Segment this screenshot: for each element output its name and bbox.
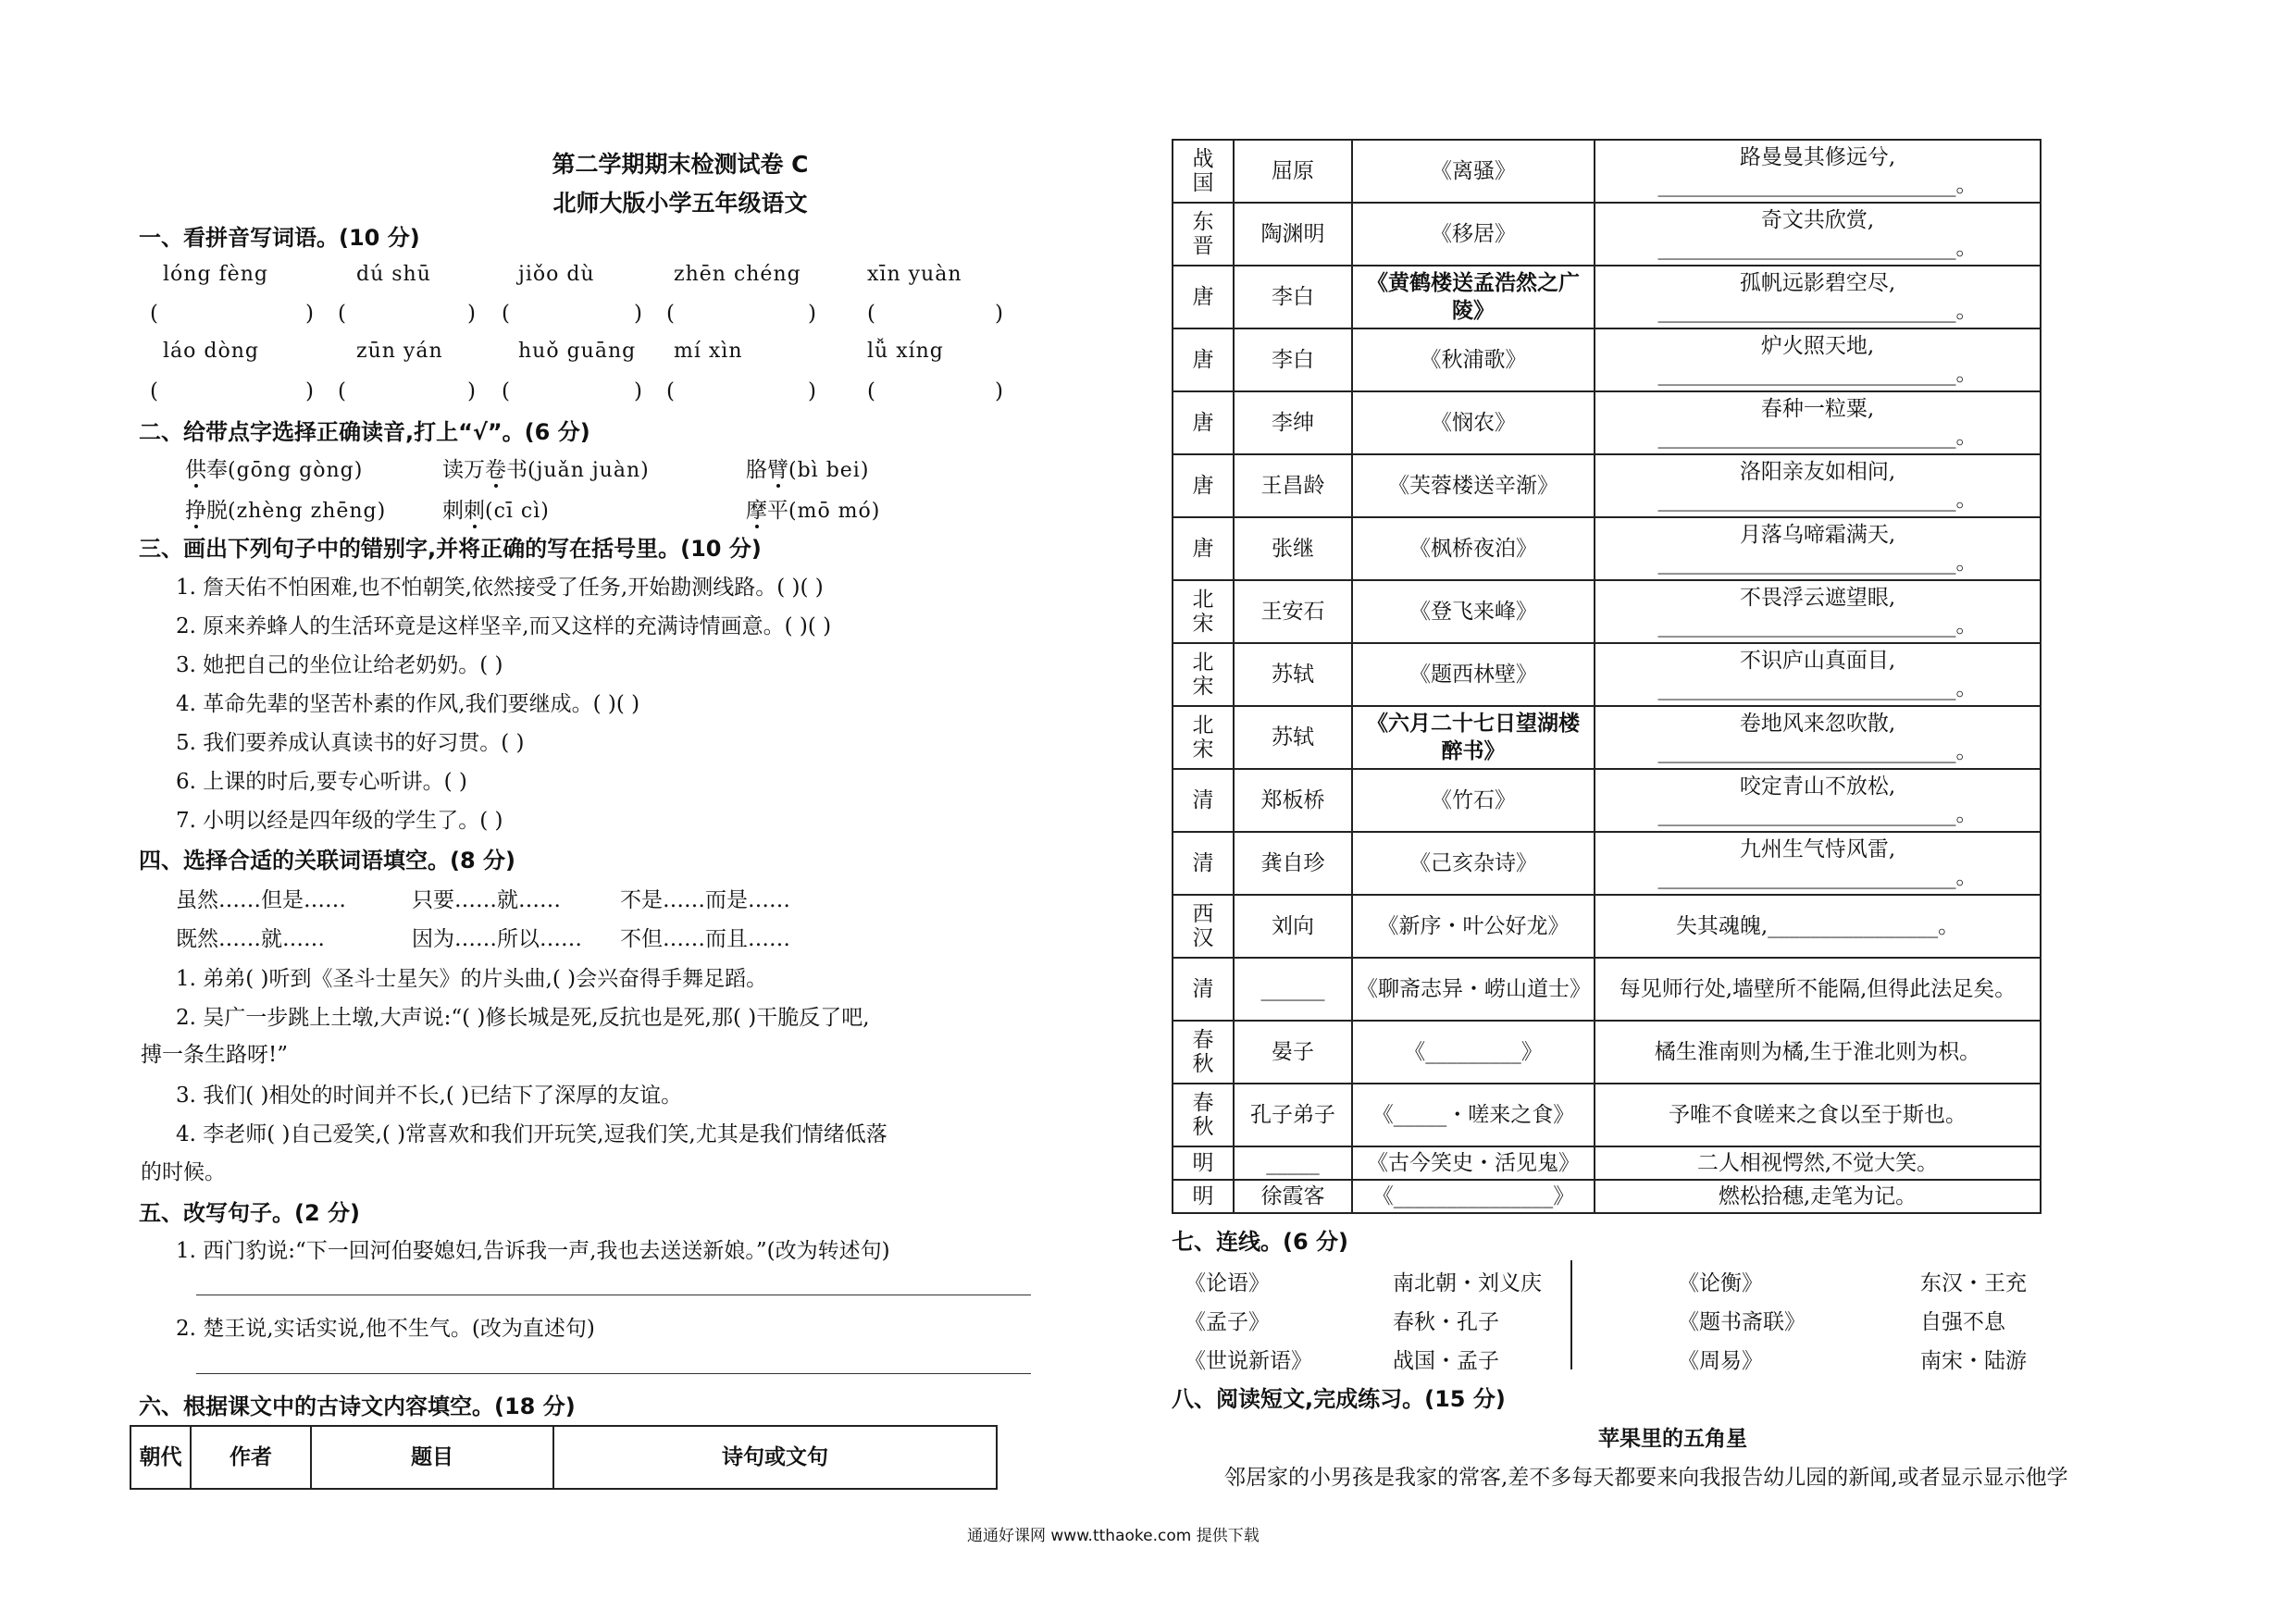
reading-item: 读万卷书(juǎn juàn) [442, 458, 650, 482]
line-cell[interactable]: 月落乌啼霜满天, ____________________________。 [1595, 517, 2041, 580]
author-cell: 王安石 [1234, 580, 1352, 643]
match-item[interactable]: 《周易》 [1678, 1349, 1763, 1373]
sec4-q3: 3. 我们( )相处的时间并不长,( )已结下了深厚的友谊。 [176, 1084, 683, 1108]
dynasty-cell: 唐 [1173, 328, 1234, 391]
author-cell: 张继 [1234, 517, 1352, 580]
title-cell: 《枫桥夜泊》 [1352, 517, 1595, 580]
title-cell: 《六月二十七日望湖楼醉书》 [1352, 706, 1595, 769]
conjunction-option: 虽然……但是…… [176, 888, 346, 912]
reading-item: 挣脱(zhèng zhēng) [185, 499, 387, 523]
match-item[interactable]: 战国・孟子 [1393, 1349, 1499, 1373]
title-cell: 《聊斋志异・崂山道士》 [1352, 958, 1595, 1021]
line-cell[interactable]: 孤帆远影碧空尽, ____________________________。 [1595, 266, 2041, 328]
line-cell[interactable]: 九州生气恃风雷, ____________________________。 [1595, 832, 2041, 895]
author-cell: 屈原 [1234, 140, 1352, 203]
paper-subtitle: 北师大版小学五年级语文 [552, 190, 808, 217]
line-cell[interactable]: 不识庐山真面目, ____________________________。 [1595, 643, 2041, 706]
close-paren: ) [634, 379, 642, 403]
sec4-q1: 1. 弟弟( )听到《圣斗士星矢》的片头曲,( )会兴奋得手舞足蹈。 [176, 967, 768, 991]
dynasty-cell: 清 [1173, 769, 1234, 832]
author-cell: 苏轼 [1234, 706, 1352, 769]
line-cell[interactable]: 予唯不食嗟来之食以至于斯也。 [1595, 1084, 2041, 1146]
title-cell: 《_____・嗟来之食》 [1352, 1084, 1595, 1146]
close-paren: ) [467, 302, 476, 326]
poem-row [1173, 454, 2041, 517]
line-cell[interactable]: 失其魂魄,________________。 [1595, 895, 2041, 958]
title-cell: 《离骚》 [1352, 140, 1595, 203]
sec3-title: 三、画出下列句子中的错别字,并将正确的写在括号里。(10 分) [139, 536, 762, 562]
match-item[interactable]: 《世说新语》 [1185, 1349, 1312, 1373]
correction-item: 6. 上课的时后,要专心听讲。( ) [176, 770, 467, 794]
sec8-title: 八、阅读短文,完成练习。(15 分) [1172, 1386, 1506, 1412]
correction-item: 1. 詹天佑不怕困难,也不怕朝笑,依然接受了任务,开始勘测线路。( )( ) [176, 576, 824, 600]
open-paren: ( [666, 302, 675, 326]
header-dynasty: 朝代 [130, 1426, 191, 1489]
open-paren: ( [502, 379, 510, 403]
dynasty-cell: 明 [1173, 1180, 1234, 1213]
conjunction-option: 既然……就…… [176, 927, 325, 951]
open-paren: ( [666, 379, 675, 403]
author-cell: _____ [1234, 1146, 1352, 1180]
answer-line-1[interactable] [196, 1294, 1031, 1295]
title-cell: 《登飞来峰》 [1352, 580, 1595, 643]
footer-text: 通通好课网 www.tthaoke.com 提供下载 [967, 1527, 1260, 1545]
dynasty-cell: 西 汉 [1173, 895, 1234, 958]
dynasty-cell: 北 宋 [1173, 706, 1234, 769]
poem-row [1173, 958, 2041, 1021]
correction-item: 5. 我们要养成认真读书的好习贯。( ) [176, 731, 525, 755]
line-cell[interactable]: 二人相视愕然,不觉大笑。 [1595, 1146, 2041, 1180]
title-cell: 《_________》 [1352, 1021, 1595, 1084]
sec5-q1: 1. 西门豹说:“下一回河伯娶媳妇,告诉我一声,我也去送送新娘。”(改为转述句) [176, 1239, 890, 1263]
sec2-title: 二、给带点字选择正确读音,打上“√”。(6 分) [139, 419, 590, 445]
match-item[interactable]: 《论语》 [1185, 1271, 1270, 1295]
correction-item: 4. 革命先辈的坚苦朴素的作风,我们要继成。( )( ) [176, 692, 640, 716]
open-paren: ( [338, 302, 346, 326]
line-cell[interactable]: 奇文共欣赏, ____________________________。 [1595, 203, 2041, 266]
sec5-title: 五、改写句子。(2 分) [139, 1200, 360, 1226]
line-cell[interactable]: 燃松拾穗,走笔为记。 [1595, 1180, 2041, 1213]
poem-row [1173, 140, 2041, 203]
sec7-title: 七、连线。(6 分) [1172, 1229, 1348, 1255]
author-cell: 李白 [1234, 328, 1352, 391]
match-item[interactable]: 《题书斋联》 [1678, 1310, 1806, 1334]
pinyin: mí xìn [674, 340, 743, 363]
poem-row [1173, 832, 2041, 895]
close-paren: ) [808, 302, 816, 326]
sec6-title: 六、根据课文中的古诗文内容填空。(18 分) [139, 1394, 576, 1419]
author-cell: 徐霞客 [1234, 1180, 1352, 1213]
poem-row [1173, 1084, 2041, 1146]
line-cell[interactable]: 炉火照天地, ____________________________。 [1595, 328, 2041, 391]
match-item[interactable]: 《论衡》 [1678, 1271, 1763, 1295]
poem-row [1173, 391, 2041, 454]
author-cell: 李绅 [1234, 391, 1352, 454]
title-cell: 《_______________》 [1352, 1180, 1595, 1213]
dynasty-cell: 清 [1173, 832, 1234, 895]
title-cell: 《黄鹤楼送孟浩然之广陵》 [1352, 266, 1595, 328]
header-title: 题目 [311, 1426, 553, 1489]
article-paragraph: 邻居家的小男孩是我家的常客,差不多每天都要来向我报告幼儿园的新闻,或者显示显示他学 [1224, 1466, 2068, 1490]
author-cell: 刘向 [1234, 895, 1352, 958]
dynasty-cell: 北 宋 [1173, 643, 1234, 706]
conjunction-option: 因为……所以…… [412, 927, 582, 951]
author-cell: 孔子弟子 [1234, 1084, 1352, 1146]
line-cell[interactable]: 路曼曼其修远兮, ____________________________。 [1595, 140, 2041, 203]
reading-item: 胳臂(bì bei) [746, 458, 870, 482]
match-item[interactable]: 南北朝・刘义庆 [1393, 1271, 1542, 1295]
title-cell: 《悯农》 [1352, 391, 1595, 454]
open-paren: ( [867, 379, 875, 403]
correction-item: 7. 小明以经是四年级的学生了。( ) [176, 809, 503, 833]
poem-row [1173, 1021, 2041, 1084]
header-author: 作者 [191, 1426, 311, 1489]
close-paren: ) [467, 379, 476, 403]
pinyin: zūn yán [356, 340, 443, 363]
conjunction-option: 不是……而是…… [620, 888, 790, 912]
header-line: 诗句或文句 [553, 1426, 997, 1489]
close-paren: ) [995, 302, 1003, 326]
line-cell[interactable]: 春种一粒粟, ____________________________。 [1595, 391, 2041, 454]
sec4-title: 四、选择合适的关联词语填空。(8 分) [139, 848, 515, 873]
pinyin: xīn yuàn [867, 263, 962, 286]
pinyin: lóng fèng [163, 263, 268, 286]
sec4-q2a: 2. 吴广一步跳上土墩,大声说:“( )修长城是死,反抗也是死,那( )干脆反了吧, [176, 1006, 870, 1030]
author-cell: 李白 [1234, 266, 1352, 328]
poem-row [1173, 706, 2041, 769]
match-item[interactable]: 南宋・陆游 [1920, 1349, 2027, 1373]
open-paren: ( [150, 379, 158, 403]
poem-row [1173, 328, 2041, 391]
close-paren: ) [305, 302, 314, 326]
title-cell: 《题西林壁》 [1352, 643, 1595, 706]
line-cell[interactable]: 每见师行处,墙壁所不能隔,但得此法足矣。 [1595, 958, 2041, 1021]
conjunction-option: 只要……就…… [412, 888, 561, 912]
sec4-q4a: 4. 李老师( )自己爱笑,( )常喜欢和我们开玩笑,逗我们笑,尤其是我们情绪低落 [176, 1122, 887, 1146]
article-title: 苹果里的五角星 [1598, 1427, 1747, 1451]
author-cell: 苏轼 [1234, 643, 1352, 706]
author-cell: 晏子 [1234, 1021, 1352, 1084]
line-cell[interactable]: 橘生淮南则为橘,生于淮北则为枳。 [1595, 1021, 2041, 1084]
match-item[interactable]: 春秋・孔子 [1393, 1310, 1499, 1334]
poem-row [1173, 643, 2041, 706]
close-paren: ) [634, 302, 642, 326]
paper-title: 第二学期期末检测试卷 C [552, 151, 809, 178]
match-item[interactable]: 《孟子》 [1185, 1310, 1270, 1334]
correction-item: 2. 原来养蜂人的生活环竟是这样坚辛,而又这样的充满诗情画意。( )( ) [176, 614, 832, 638]
open-paren: ( [338, 379, 346, 403]
close-paren: ) [305, 379, 314, 403]
dynasty-cell: 唐 [1173, 517, 1234, 580]
author-cell: 王昌龄 [1234, 454, 1352, 517]
line-cell[interactable]: 卷地风来忽吹散, ____________________________。 [1595, 706, 2041, 769]
reading-item: 供奉(gōng gòng) [185, 458, 364, 482]
title-cell: 《古今笑史・活见鬼》 [1352, 1146, 1595, 1180]
sec4-q4b: 的时候。 [141, 1160, 226, 1184]
title-cell: 《芙蓉楼送辛渐》 [1352, 454, 1595, 517]
sec1-title: 一、看拼音写词语。(10 分) [139, 225, 420, 251]
dynasty-cell: 北 宋 [1173, 580, 1234, 643]
dynasty-cell: 春 秋 [1173, 1021, 1234, 1084]
poem-table [1172, 139, 2042, 1214]
reading-item: 摩平(mō mó) [746, 499, 881, 523]
line-cell[interactable]: 咬定青山不放松, ____________________________。 [1595, 769, 2041, 832]
author-cell: 郑板桥 [1234, 769, 1352, 832]
sec5-q2: 2. 楚王说,实话实说,他不生气。(改为直述句) [176, 1317, 595, 1341]
poem-row [1173, 517, 2041, 580]
poem-row [1173, 895, 2041, 958]
close-paren: ) [995, 379, 1003, 403]
poem-row [1173, 203, 2041, 266]
open-paren: ( [150, 302, 158, 326]
pinyin: huǒ guāng [518, 340, 637, 363]
sec4-q2b: 搏一条生路呀!” [141, 1043, 289, 1067]
poem-row [1173, 266, 2041, 328]
dynasty-cell: 东 晋 [1173, 203, 1234, 266]
poem-row [1173, 769, 2041, 832]
title-cell: 《竹石》 [1352, 769, 1595, 832]
divider [1570, 1260, 1572, 1369]
dynasty-cell: 唐 [1173, 454, 1234, 517]
open-paren: ( [867, 302, 875, 326]
match-item[interactable]: 东汉・王充 [1920, 1271, 2027, 1295]
pinyin: dú shū [356, 263, 431, 286]
poem-table-header [130, 1425, 998, 1490]
line-cell[interactable]: 洛阳亲友如相问, ____________________________。 [1595, 454, 2041, 517]
line-cell[interactable]: 不畏浮云遮望眼, ____________________________。 [1595, 580, 2041, 643]
match-item[interactable]: 自强不息 [1920, 1310, 2005, 1334]
title-cell: 《己亥杂诗》 [1352, 832, 1595, 895]
author-cell: 陶渊明 [1234, 203, 1352, 266]
conjunction-option: 不但……而且…… [620, 927, 790, 951]
author-cell: ______ [1234, 958, 1352, 1021]
dynasty-cell: 战 国 [1173, 140, 1234, 203]
dynasty-cell: 清 [1173, 958, 1234, 1021]
pinyin: lǚ xíng [867, 340, 944, 363]
title-cell: 《新序・叶公好龙》 [1352, 895, 1595, 958]
correction-item: 3. 她把自己的坐位让给老奶奶。( ) [176, 653, 503, 677]
dynasty-cell: 春 秋 [1173, 1084, 1234, 1146]
author-cell: 龚自珍 [1234, 832, 1352, 895]
poem-row [1173, 580, 2041, 643]
reading-item: 刺刺(cī cì) [442, 499, 550, 523]
dynasty-cell: 唐 [1173, 266, 1234, 328]
close-paren: ) [808, 379, 816, 403]
open-paren: ( [502, 302, 510, 326]
dynasty-cell: 明 [1173, 1146, 1234, 1180]
poem-row [1173, 1180, 2041, 1213]
title-cell: 《秋浦歌》 [1352, 328, 1595, 391]
pinyin: jiǒo dù [518, 263, 595, 286]
pinyin: láo dòng [163, 340, 259, 363]
pinyin: zhēn chéng [674, 263, 801, 286]
poem-row [1173, 1146, 2041, 1180]
title-cell: 《移居》 [1352, 203, 1595, 266]
answer-line-2[interactable] [196, 1372, 1031, 1374]
dynasty-cell: 唐 [1173, 391, 1234, 454]
